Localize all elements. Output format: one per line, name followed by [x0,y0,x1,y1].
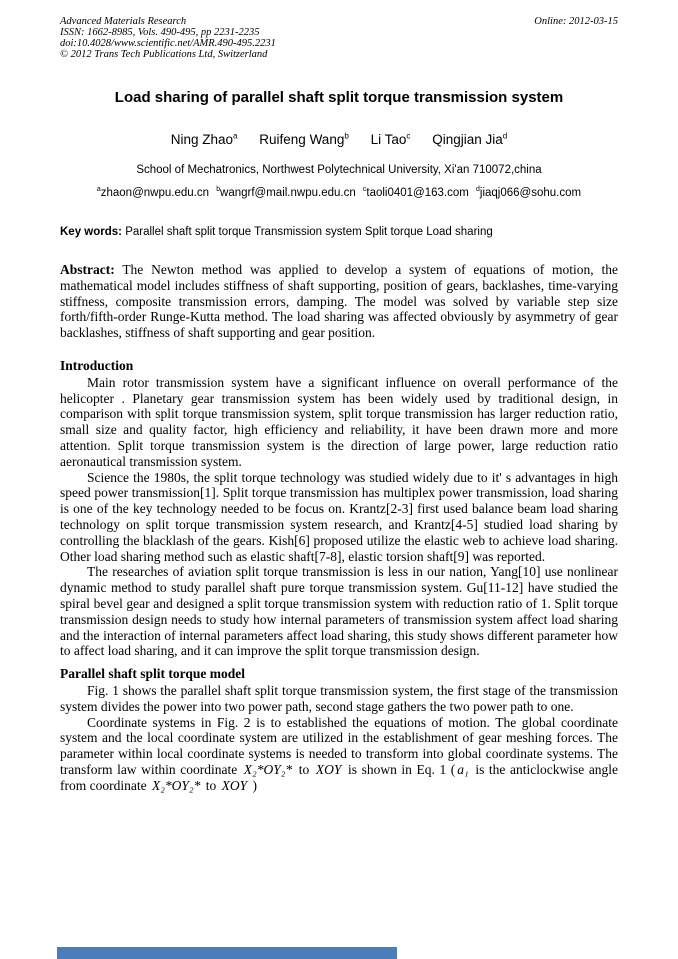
abstract-text: The Newton method was applied to develop a system of equations of motion, the mathematical model includes stiffness of shaft supporting, position of gears, backlashes, time-varying stiffness, composite transmission errors, damping. The model was solved by variable step size forth/fifth-order Runge-Kutta method. The load sharing was affected obviously by asymmetry of gear backlashes, stiffness of shaft supporting and gear position. [60,262,618,341]
email-item [476,187,581,199]
issn-line: ISSN: 1662-8985, Vols. 490-495, pp 2231-2235 [60,27,260,38]
math-coordinate-symbol: XOY [315,761,342,777]
author-affiliation-mark: c [406,131,411,141]
author [171,132,238,147]
author-affiliation-mark: d [502,131,508,141]
math-coordinate-symbol: X₂*OY₂* [151,777,201,793]
doi-line: doi:10.4028/www.scientific.net/AMR.490-495.2231 [60,38,276,49]
author-name: Ruifeng Wang [259,132,345,147]
emails-line [60,187,618,199]
email-affiliation-mark: d [476,186,480,194]
abstract-label: Abstract: [60,262,115,277]
email-affiliation-mark: c [362,186,367,194]
author [259,132,349,147]
online-date: Online: 2012-03-15 [534,16,618,27]
author-affiliation-mark: a [233,131,238,141]
paragraph-text: ) [252,777,258,793]
affiliation-line: School of Mechatronics, Northwest Polytechnical University, Xi'an 710072,china [136,164,542,176]
model-paragraph-1: Fig. 1 shows the parallel shaft split torque transmission system, the first stage of the transmission system divides the power into two power path, second stage gathers the two power path to one. [60,682,618,714]
email-affiliation-mark: a [96,186,101,194]
journal-name: Advanced Materials Research [60,16,187,27]
email-item [216,187,356,199]
email-item [97,187,209,199]
introduction-paragraph-2: Science the 1980s, the split torque technology was studied widely due to it' s advantages in high speed power transmission[1]. Split torque transmission has multiplex power transmission, load sharing is one of the key technology needed to be focus on. Krantz[2-3] first used balance beam load sharing technology on split torque transmission system research, and Krantz[4-5] studied load sharing by controlling the blacklash of the gears. Kish[6] proposed utilize the elastic web to achieve load sharing. Other load sharing method such as elastic shaft[7-8], elastic torsion shaft[9] was reported. [60,469,618,564]
keywords-label: Key words: [60,226,122,238]
email-address: wangrf@mail.nwpu.edu.cn [220,187,356,199]
email-address: jiaqj066@sohu.com [479,187,582,199]
author [371,132,411,147]
journal-header [60,16,618,60]
author-affiliation-mark: b [344,131,349,141]
footer-bar [57,947,397,959]
paragraph-text: to [205,777,217,793]
email-address: zhaon@nwpu.edu.cn [100,187,209,199]
math-coordinate-symbol: X₂*OY₂* [243,761,293,777]
abstract-paragraph [60,262,618,341]
paragraph-text: is the anticlockwise angle from coordinate [60,761,619,793]
model-paragraph-2 [60,715,618,794]
paragraph-text: Coordinate systems in Fig. 2 is to established the equations of motion. The global coordinate system and the local coordinate system are utilized in the establishment of gear meshing forces. The parameter within local coordinate systems is needed to transform into global coordinate systems. The transform law within coordinate [60,714,618,777]
math-angle-symbol: a₁ [457,761,469,777]
email-affiliation-mark: b [216,186,221,194]
email-address: taoli0401@163.com [366,187,469,199]
paragraph-text: to [298,761,310,777]
section-heading-model: Parallel shaft split torque model [60,666,245,682]
keywords-line [60,225,618,240]
author-name: Qingjian Jia [432,132,503,147]
math-coordinate-symbol: XOY [221,777,248,793]
paper-title: Load sharing of parallel shaft split torque transmission system [114,89,564,106]
author-name: Li Tao [370,132,407,147]
email-item [363,187,469,199]
copyright-line: © 2012 Trans Tech Publications Ltd, Switzerland [60,49,268,60]
introduction-paragraph-1: Main rotor transmission system have a significant influence on overall performance of the helicopter . Planetary gear transmission system has been widely used by traditional design, in comparison with split torque transmission system, split torque transmission has larger reduction ratio, small size and quality factor, high efficiency and reliability, it have been drawn more and more attention. Split torque transmission system is the direction of large power, large reduction ratio aeronautical transmission system. [60,374,618,469]
introduction-paragraph-3: The researches of aviation split torque transmission is less in our nation, Yang[10] use nonlinear dynamic method to study parallel shaft pure torque transmission system. Gu[11-12] have studied the spiral bevel gear and designed a split torque transmission system with reduction ratio of 1. Split torque transmission design needs to study how internal parameters of transmission system affect load sharing and the interaction of internal parameters affect load sharing, this study shows different parameter how to affect load sharing, and it can improve the split torque transmission design. [60,564,618,659]
author-name: Ning Zhao [170,132,233,147]
paragraph-text: is shown in Eq. 1 ( [348,761,456,777]
authors-line [60,132,618,147]
author [432,132,507,147]
keywords-text: Parallel shaft split torque Transmission system Split torque Load sharing [125,226,493,238]
section-heading-introduction: Introduction [60,357,134,373]
